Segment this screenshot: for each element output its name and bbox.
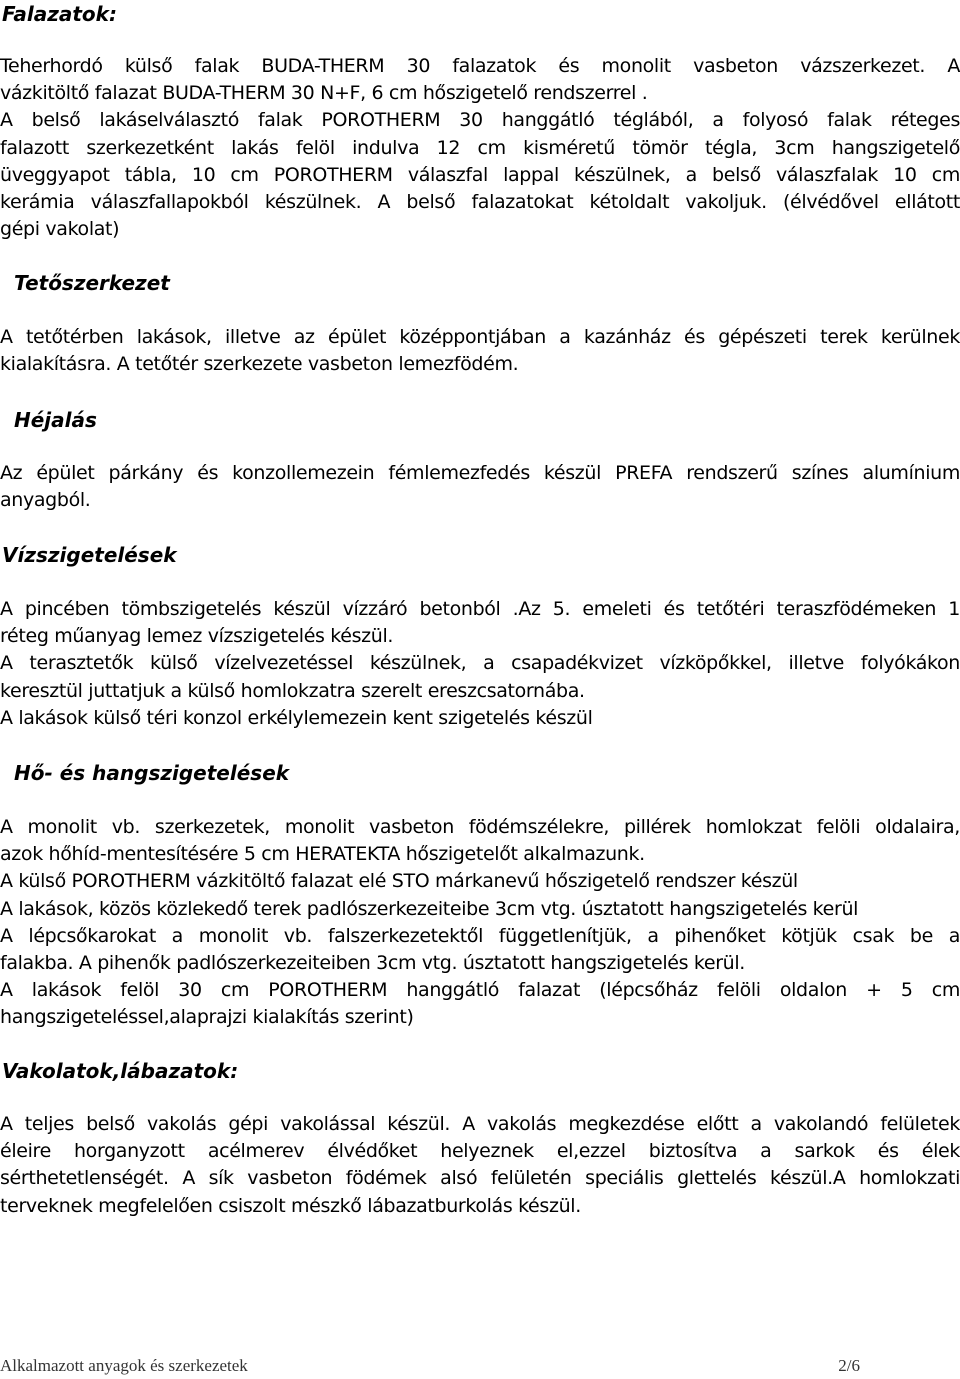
text-line: A terasztetők külső vízelvezetéssel készülnek, a csapadékvizet vízköpőkkel, illetve folyókákon [0,652,960,675]
text-line: anyagból. [0,489,91,512]
section-body-hejalas [0,460,960,514]
text-line: üveggyapot tábla, 10 cm POROTHERM válaszfal lappal készülnek, a belső válaszfalak 10 cm [0,163,960,186]
text-line: Teherhordó külső falak BUDA-THERM 30 falazatok és monolit vasbeton vázszerkezet. A [0,55,960,77]
text-line: A külső POROTHERM vázkitöltő falazat elé STO márkanevű hőszigetelő rendszer készül [0,870,798,893]
text-line: Az épület párkány és konzollemezein fémlemezfedés készül PREFA rendszerű színes alumínium [0,462,960,484]
text-line: azok hőhíd-mentesítésére 5 cm HERATEKTA hőszigetelőt alkalmazunk. [0,843,645,866]
text-line: A teljes belső vakolás gépi vakolással készül. A vakolás megkezdése előtt a vakolandó felületek [0,1113,960,1135]
text-line: terveknek megfelelően csiszolt mészkő lábazatburkolás készül. [0,1194,581,1217]
section-body-tetoszerkezet [0,324,960,378]
text-line: gépi vakolat) [0,218,120,241]
section-heading-vakolatok: Vakolatok,lábazatok: [2,1059,239,1083]
text-line: A lakások, közös közlekedő terek padlószerkezeiteibe 3cm vtg. úsztatott hangszigetelés kerül [0,897,859,920]
section-body-vakolatok [0,1111,960,1220]
section-body-falazatok [0,53,960,243]
section-heading-vizszigetelesek: Vízszigetelések [2,543,177,567]
text-line: kialakításra. A tetőtér szerkezete vasbeton lemezfödém. [0,353,519,376]
page-number: 2/6 [838,1356,860,1375]
section-heading-hoszigetelesek: Hő- és hangszigetelések [14,761,290,785]
text-line: kerámia válaszfallapokból készülnek. A belső falazatokat kétoldalt vakoljuk. (élvédővel ellátott [0,190,960,213]
text-line: falakba. A pihenők padlószerkezeiteiben 3cm vtg. úsztatott hangszigetelés kerül. [0,951,745,974]
text-line: falazott szerkezetként lakás felöl indulva 12 cm kisméretű tömör tégla, 3cm hangszigetelő [0,136,960,159]
section-body-hoszigetelesek [0,814,960,1032]
section-heading-falazatok: Falazatok: [2,2,117,26]
text-line: A tetőtérben lakások, illetve az épület középpontjában a kazánház és gépészeti terek kerülnek [0,326,960,348]
text-line: A pincében tömbszigetelés készül vízzáró betonból .Az 5. emeleti és tetőtéri teraszfödémeken 1 [0,598,960,620]
footer-title: Alkalmazott anyagok és szerkezetek [0,1356,248,1375]
text-line: A lépcsőkarokat a monolit vb. falszerkezetektől függetlenítjük, a pihenőket kötjük csak be a [0,924,960,947]
text-line: hangszigeteléssel,alaprajzi kialakítás szerint) [0,1006,414,1029]
section-body-vizszigetelesek [0,596,960,732]
text-line: vázkitöltő falazat BUDA-THERM 30 N+F, 6 cm hőszigetelő rendszerrel . [0,82,648,105]
text-line: A monolit vb. szerkezetek, monolit vasbeton födémszélekre, pillérek homlokzat felöli oldalaira, [0,816,960,838]
section-heading-tetoszerkezet: Tetőszerkezet [14,271,170,295]
text-line: A lakások felöl 30 cm POROTHERM hanggátló falazat (lépcsőház felöli oldalon + 5 cm [0,979,960,1002]
text-line: sérthetetlenségét. A sík vasbeton födémek alsó felületén speciális glettelés készül.A homlokzati [0,1167,960,1190]
text-line: réteg műanyag lemez vízszigetelés készül. [0,625,394,648]
text-line: A belső lakáselválasztó falak POROTHERM 30 hanggátló téglából, a folyosó falak réteges [0,109,960,132]
section-heading-hejalas: Héjalás [14,408,97,432]
text-line: A lakások külső téri konzol erkélylemezein kent szigetelés készül [0,706,593,729]
text-line: éleire horganyzott acélmerev élvédőket helyeznek el,ezzel biztosítva a sarkok és élek [0,1140,960,1163]
text-line: keresztül juttatjuk a külső homlokzatra szerelt ereszcsatornába. [0,679,585,702]
